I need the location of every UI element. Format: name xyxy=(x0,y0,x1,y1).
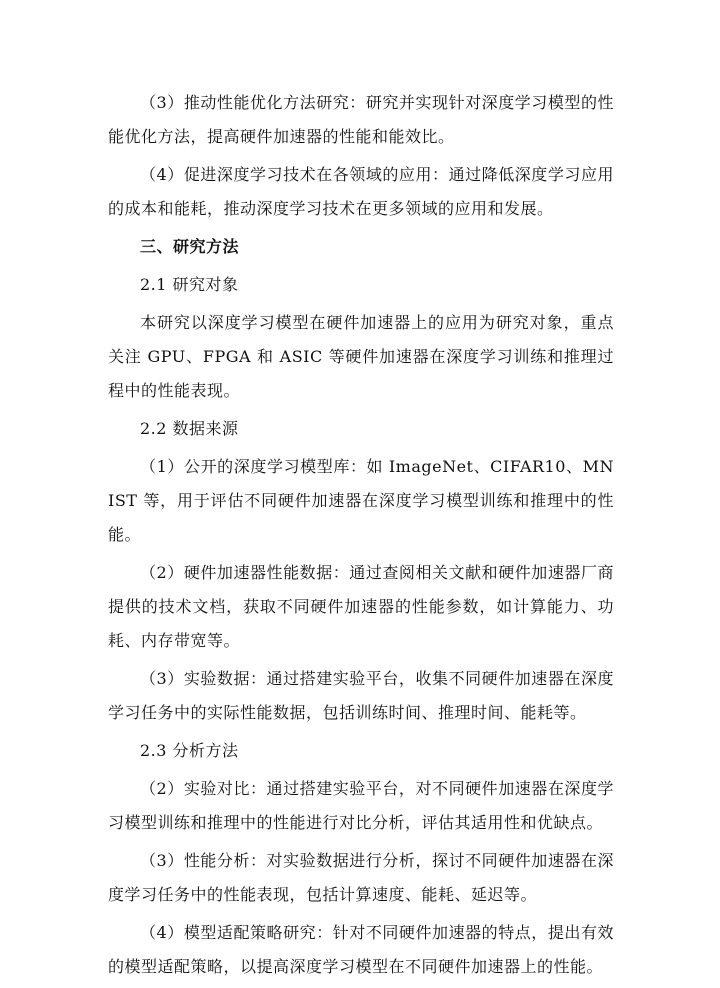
paragraph-goal-3: （3）推动性能优化方法研究：研究并实现针对深度学习模型的性能优化方法，提高硬件加速器的性能和能效比。 xyxy=(108,93,614,146)
subheading-data-sources: 2.2 数据来源 xyxy=(140,419,239,438)
subheading-research-object: 2.1 研究对象 xyxy=(140,275,239,294)
section-heading-research-methods: 三、研究方法 xyxy=(140,237,240,256)
subheading-analysis-methods: 2.3 分析方法 xyxy=(140,741,239,760)
paragraph-data-source-2: （2）硬件加速器性能数据：通过查阅相关文献和硬件加速器厂商提供的技术文档，获取不同硬件加速器的性能参数，如计算能力、功耗、内存带宽等。 xyxy=(108,563,614,650)
document-page xyxy=(108,86,614,988)
paragraph-analysis-4: （4）模型适配策略研究：针对不同硬件加速器的特点，提出有效的模型适配策略，以提高深度学习模型在不同硬件加速器上的性能。 xyxy=(108,923,614,976)
paragraph-analysis-3: （3）性能分析：对实验数据进行分析，探讨不同硬件加速器在深度学习任务中的性能表现，包括计算速度、能耗、延迟等。 xyxy=(108,851,614,904)
paragraph-research-object: 本研究以深度学习模型在硬件加速器上的应用为研究对象，重点关注 GPU、FPGA 和 ASIC 等硬件加速器在深度学习训练和推理过程中的性能表现。 xyxy=(108,313,614,400)
paragraph-goal-4: （4）促进深度学习技术在各领域的应用：通过降低深度学习应用的成本和能耗，推动深度学习技术在更多领域的应用和发展。 xyxy=(108,165,614,218)
paragraph-data-source-3: （3）实验数据：通过搭建实验平台，收集不同硬件加速器在深度学习任务中的实际性能数据，包括训练时间、推理时间、能耗等。 xyxy=(108,669,614,722)
paragraph-data-source-1: （1）公开的深度学习模型库：如 ImageNet、CIFAR10、MNIST 等，用于评估不同硬件加速器在深度学习模型训练和推理中的性能。 xyxy=(108,457,614,544)
paragraph-analysis-2: （2）实验对比：通过搭建实验平台，对不同硬件加速器在深度学习模型训练和推理中的性能进行对比分析，评估其适用性和优缺点。 xyxy=(108,779,614,832)
